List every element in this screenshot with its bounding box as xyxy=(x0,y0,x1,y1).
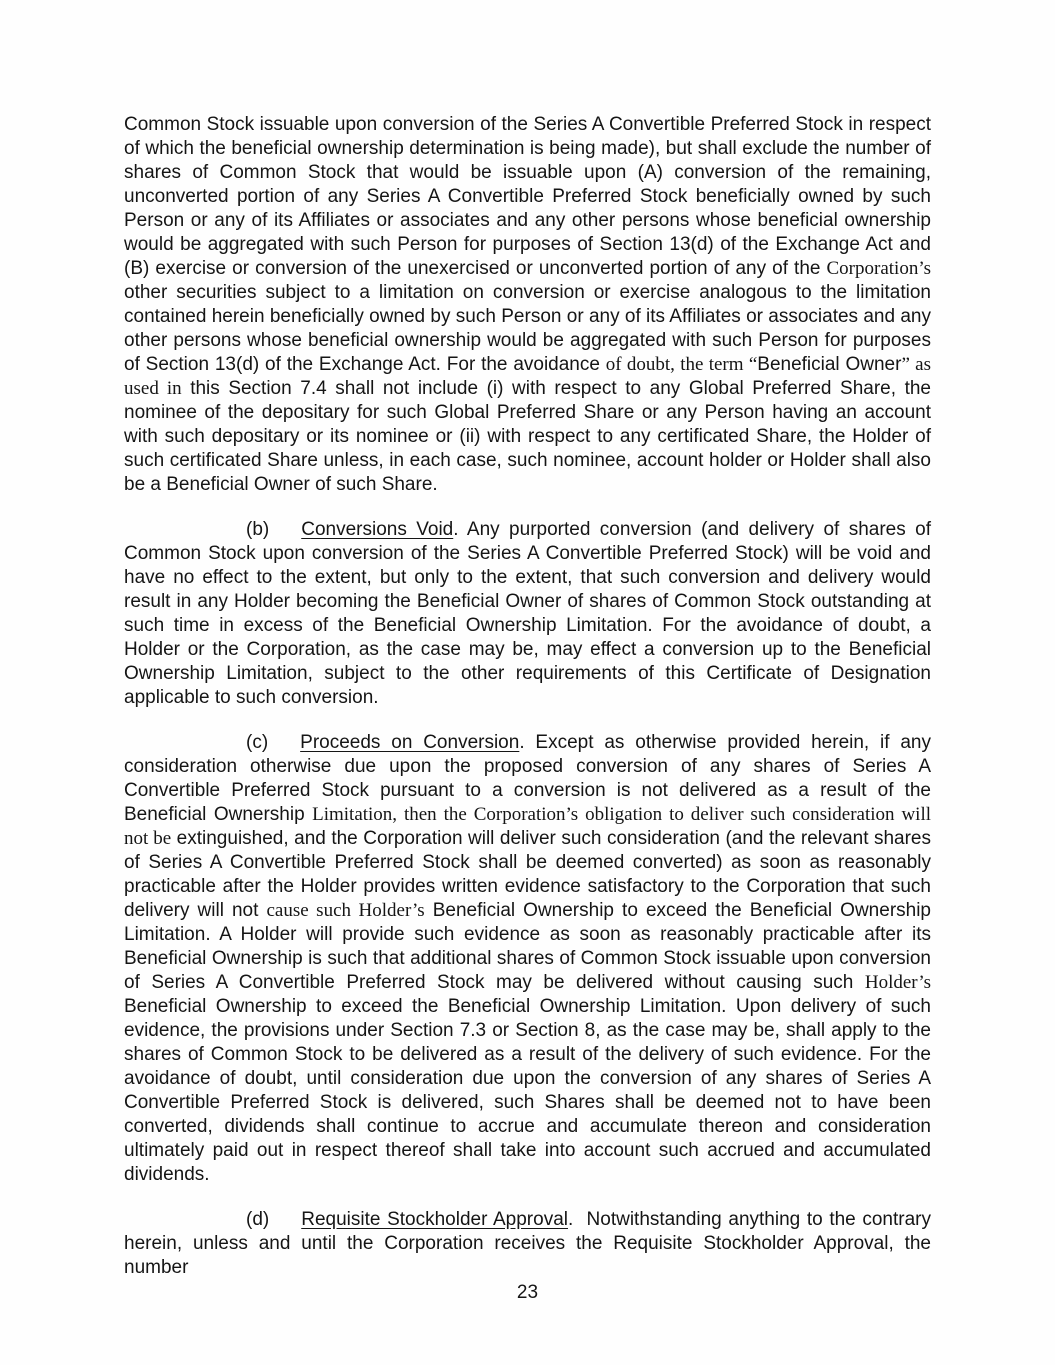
paragraph-a-continuation xyxy=(124,113,931,497)
text-run: extinguished, and the Corporation will deliver such consideration (and the relevant shares of Series A Convertible Preferred Stock shall be deemed converted) as soon as reasonably practicable after the Holder provides written evidence satisfactory to the Corporation that such delivery will not xyxy=(124,828,931,921)
text-run: other securities subject to a limitation on conversion or exercise analogous to the limitation contained herein beneficially owned by such Person or any of its Affiliates or associates and any other persons whose beneficial ownership would be aggregated with such Person for purposes of Section 13(d) of the Exchange Act. For the avoidance xyxy=(124,282,931,375)
page-body xyxy=(124,113,931,1301)
section-heading-proceeds-on-conversion: Proceeds on Conversion xyxy=(300,732,520,753)
paragraph-c-proceeds-on-conversion xyxy=(124,731,931,1187)
section-heading-requisite-stockholder-approval: Requisite Stockholder Approval xyxy=(301,1209,568,1230)
text-run: Common Stock issuable upon conversion of the Series A Convertible Preferred Stock in respect of which the beneficial ownership determination is being made), but shall exclude the number of shares of Common Stock that would be issuable upon (A) conversion of the remaining, unconverted portion of any Series A Convertible Preferred Stock beneficially owned by such Person or any of its Affiliates or associates and any other persons whose beneficial ownership would be aggregated with such Person for purposes of Section 13(d) of the Exchange Act and (B) exercise or conversion of the unexercised or unconverted portion of any of the xyxy=(124,114,931,279)
section-label-b: (b) xyxy=(246,519,270,540)
text-run-serif: Holder’s xyxy=(864,972,931,993)
page-number: 23 xyxy=(516,1282,539,1303)
text-run-serif: ” as used in xyxy=(124,354,931,399)
paragraph-d-requisite-stockholder-approval xyxy=(124,1208,931,1280)
text-run: . Any purported conversion (and delivery of shares of Common Stock upon conversion of the Series A Convertible Preferred Stock) will be void and have no effect to the extent, but only to the extent, that such conversion and delivery would result in any Holder becoming the Beneficial Owner of shares of Common Stock outstanding at such time in excess of the Beneficial Ownership Limitation. For the avoidance of doubt, a Holder or the Corporation, as the case may be, may effect a conversion up to the Beneficial Ownership Limitation, subject to the other requirements of this Certificate of Designation applicable to such conversion. xyxy=(124,519,931,708)
text-run-serif: Limitation, then the Corporation’s obligation to deliver such consideration will not be xyxy=(124,804,931,849)
defined-term-beneficial-owner: Beneficial Owner xyxy=(757,354,902,375)
section-label-d: (d) xyxy=(246,1209,270,1230)
text-run: Beneficial Ownership to exceed the Beneficial Ownership Limitation. A Holder will provide such evidence as soon as reasonably practicable after its Beneficial Ownership is such that additional shares of Common Stock issuable upon conversion of Series A Convertible Preferred Stock may be delivered without causing such xyxy=(124,900,931,993)
section-heading-conversions-void: Conversions Void xyxy=(301,519,454,540)
text-run: . Notwithstanding anything to the contrary herein, unless and until the Corporation receives the Requisite Stockholder Approval, the number xyxy=(124,1209,932,1278)
text-run: . Except as otherwise provided herein, if any consideration otherwise due upon the proposed conversion of any shares of Series A Convertible Preferred Stock pursuant to a conversion is not delivered as a result of the Beneficial Ownership xyxy=(124,732,931,825)
text-run: Beneficial Ownership to exceed the Beneficial Ownership Limitation. Upon delivery of such evidence, the provisions under Section 7.3 or Section 8, as the case may be, shall apply to the shares of Common Stock to be delivered as a result of the delivery of such evidence. For the avoidance of doubt, until consideration due upon the conversion of any shares of Series A Convertible Preferred Stock is delivered, such Shares shall be deemed not to have been converted, dividends shall continue to accrue and accumulate thereon and consideration ultimately paid out in respect thereof shall take into account such accrued and accumulated dividends. xyxy=(124,996,931,1185)
text-run-serif: of doubt, the term “ xyxy=(605,354,758,375)
paragraph-b-conversions-void xyxy=(124,518,931,710)
text-run-serif: Corporation’s xyxy=(826,258,931,279)
text-run-serif: cause such Holder’s xyxy=(266,900,425,921)
section-label-c: (c) xyxy=(246,732,269,753)
text-run: this Section 7.4 shall not include (i) with respect to any Global Preferred Share, the nominee of the depositary for such Global Preferred Share or any Person having an account with such depositary or its nominee or (ii) with respect to any certificated Share, the Holder of such certificated Share unless, in each case, such nominee, account holder or Holder shall also be a Beneficial Owner of such Share. xyxy=(124,378,931,495)
